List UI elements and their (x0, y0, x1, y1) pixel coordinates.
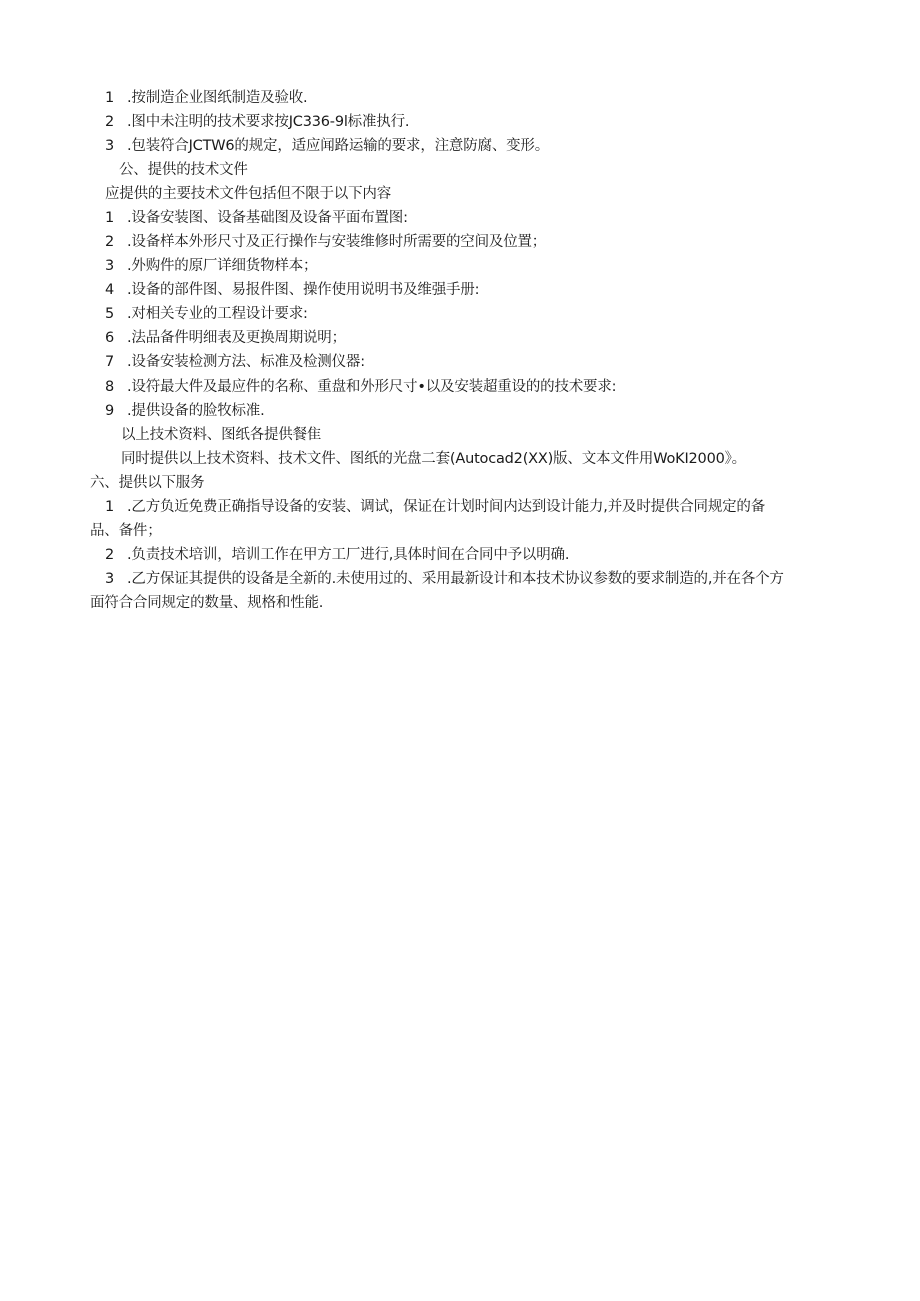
doc-item-6 (105, 328, 346, 348)
item-text: .负责技术培训，培训工作在甲方工厂进行,具体时间在合同中予以明确. (127, 547, 570, 563)
section-heading-tech-docs (119, 160, 248, 180)
item-number: 3 (105, 258, 115, 274)
note-text: 以上技术资料、图纸各提供餐隹 (121, 427, 322, 443)
item-number: 6 (105, 330, 115, 346)
service-item-3 (105, 569, 784, 589)
item-text: .图中未注明的技术要求按JC336-9l标准执行. (127, 114, 410, 130)
item-text: 面符合合同规定的数量、规格和性能. (90, 595, 324, 611)
doc-item-8 (105, 377, 616, 397)
heading-text: 六、提供以下服务 (90, 475, 205, 491)
item-number: 8 (105, 379, 115, 395)
doc-item-7 (105, 352, 365, 372)
item-text: .法品备件明细表及更换周期说明； (127, 330, 346, 346)
service-item-3-continued (90, 593, 323, 613)
item-text: .乙方负近免费正确指导设备的安装、调试，保证在计划时间内达到设计能力,并及时提供合同规定的备 (127, 499, 766, 515)
docs-cd-note (121, 449, 746, 469)
item-number: 5 (105, 306, 115, 322)
note-text: 同时提供以上技术资料、技术文件、图纸的光盘二套(Autocad2(XX)版、文本文件用WoKI2000》。 (121, 451, 746, 467)
item-number: 3 (105, 138, 115, 154)
doc-item-4 (105, 280, 479, 300)
item-text: .对相关专业的工程设计要求: (127, 306, 308, 322)
item-text: .设符最大件及最应件的名称、重盘和外形尺寸•以及安装超重设的的技术要求: (127, 379, 617, 395)
doc-item-3 (105, 256, 317, 276)
service-item-1 (105, 497, 765, 517)
doc-item-1 (105, 208, 408, 228)
item-number: 1 (105, 499, 115, 515)
item-number: 1 (105, 210, 115, 226)
doc-item-5 (105, 304, 308, 324)
item-number: 2 (105, 234, 115, 250)
item-text: .提供设备的脸牧标准. (127, 403, 265, 419)
item-number: 3 (105, 571, 115, 587)
section-intro (105, 184, 391, 204)
item-number: 2 (105, 547, 115, 563)
doc-item-2 (105, 232, 546, 252)
docs-copies-note (121, 425, 321, 445)
item-text: .设备的部件图、易报件图、操作使用说明书及维强手册: (127, 282, 480, 298)
item-number: 9 (105, 403, 115, 419)
requirement-item-3 (105, 136, 549, 156)
item-text: .乙方保证其提供的设备是全新的.未使用过的、采用最新设计和本技术协议参数的要求制造的,并在各个方 (127, 571, 784, 587)
doc-item-9 (105, 401, 265, 421)
item-number: 2 (105, 114, 115, 130)
heading-text: 公、提供的技术文件 (119, 162, 248, 178)
service-item-1-continued (90, 521, 162, 541)
item-text: .设备样本外形尺寸及正行操作与安装维修时所需要的空间及位置； (127, 234, 547, 250)
item-text: .包装符合JCTW6的规定，适应闻路运输的要求，注意防腐、变形。 (127, 138, 550, 154)
intro-text: 应提供的主要技术文件包括但不限于以下内容 (105, 186, 391, 202)
requirement-item-2 (105, 112, 409, 132)
item-number: 7 (105, 354, 115, 370)
item-number: 1 (105, 90, 115, 106)
service-item-2 (105, 545, 569, 565)
item-text: .按制造企业图纸制造及验收. (127, 90, 308, 106)
item-text: .设备安装图、设备基础图及设备平面布置图: (127, 210, 408, 226)
item-text: .设备安装检测方法、标准及检测仪器: (127, 354, 365, 370)
requirement-item-1 (105, 88, 307, 108)
item-number: 4 (105, 282, 115, 298)
section-heading-services (90, 473, 204, 493)
item-text: 品、备件； (90, 523, 162, 539)
item-text: .外购件的原厂详细货物样本； (127, 258, 318, 274)
